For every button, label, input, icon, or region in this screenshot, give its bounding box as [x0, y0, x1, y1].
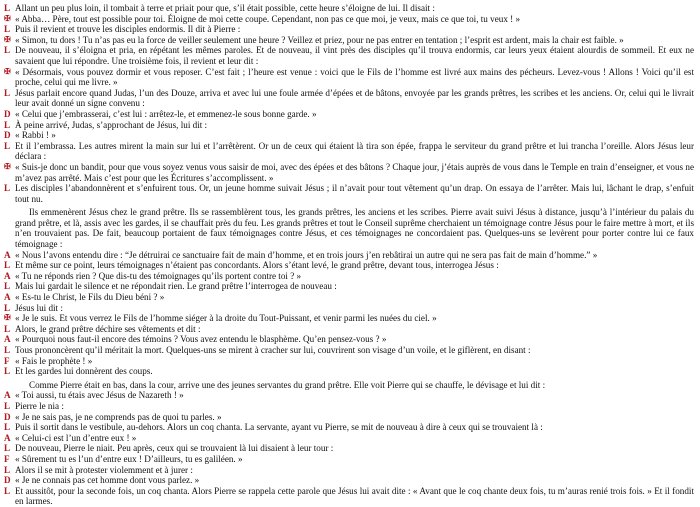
dialogue-text: « Pourquoi nous faut-il encore des témoins ? Vous avez entendu le blasphème. Qu’en pensez-vous ? »	[15, 334, 387, 345]
dialogue-line	[4, 250, 694, 261]
dialogue-line	[4, 486, 694, 507]
dialogue-text: Jésus parlait encore quand Judas, l’un des Douze, arriva et avec lui une foule armée d’épées et de bâtons, envoyée par les grands prêtres, les scribes et les anciens. Or, celui qui le livrait leur avait donné un signe convenu :	[15, 87, 694, 109]
dialogue-line	[4, 292, 694, 303]
speaker-role-label: D	[4, 130, 11, 141]
dialogue-text: Et même sur ce point, leurs témoignages n’étaient pas concordants. Alors s’étant levé, le grand prêtre, devant tous, interrogea Jésus :	[15, 260, 499, 271]
dialogue-text: « Je ne connais pas cet homme dont vous parlez. »	[15, 475, 200, 486]
dialogue-line	[4, 3, 694, 14]
dialogue-line	[4, 162, 694, 183]
dialogue-line	[4, 120, 694, 131]
dialogue-text: « Toi aussi, tu étais avec Jésus de Nazareth ! »	[15, 390, 184, 401]
speaker-role-label: A	[4, 390, 11, 401]
dialogue-line	[4, 412, 694, 423]
dialogue-text: « Es-tu le Christ, le Fils du Dieu béni ? »	[15, 292, 165, 303]
speaker-role-label: L	[4, 443, 11, 454]
dialogue-line	[4, 465, 694, 476]
narrative-paragraph-high-priest: Ils emmenèrent Jésus chez le grand prêtre. Ils se rassemblèrent tous, les grands prêtres, les anciens et les scribes. Pierre avait suivi Jésus à distance, jusqu’à l’intérieur du palais du grand prêtre, et là, assis avec les gardes, il se chauffait près du feu. Les grands prêtres et tout le Conseil suprême cherchaient un témoignage contre Jésus pour le faire mettre à mort, et ils n’en trouvaient pas. De fait, beaucoup portaient de faux témoignages contre Jésus, et ces témoignages ne concordaient pas. Quelques-uns se levèrent pour porter contre lui ce faux témoignage :	[15, 207, 694, 250]
dialogue-text: Et les gardes lui donnèrent des coups.	[15, 366, 153, 377]
dialogue-text: « Rabbi ! »	[15, 130, 56, 141]
dialogue-text: De nouveau, Pierre le niait. Peu après, ceux qui se trouvaient là lui disaient à leur tour :	[15, 443, 334, 454]
dialogue-text: « Nous l’avons entendu dire : “Je détruirai ce sanctuaire fait de main d’homme, et en trois jours j’en rebâtirai un autre qui ne sera pas fait de main d’homme.” »	[15, 249, 598, 260]
dialogue-text: « Simon, tu dors ! Tu n’as pas eu la force de veiller seulement une heure ? Veillez et priez, pour ne pas entrer en tentation ; l’esprit est ardent, mais la chair est faible. »	[15, 34, 624, 45]
speaker-role-label: L	[4, 24, 11, 35]
dialogue-text: « Celui-ci est l’un d’entre eux ! »	[15, 432, 137, 443]
dialogue-text: Alors, le grand prêtre déchire ses vêtements et dit :	[15, 323, 201, 334]
dialogue-line	[4, 443, 694, 454]
speaker-role-label: L	[4, 485, 11, 496]
dialogue-line	[4, 130, 694, 141]
speaker-role-label: L	[4, 302, 11, 313]
dialogue-line	[4, 324, 694, 335]
cross-icon: ✠	[4, 313, 11, 323]
narrative-paragraph-courtyard: Comme Pierre était en bas, dans la cour, arrive une des jeunes servantes du grand prêtre. Elle voit Pierre qui se chauffe, le dévisage et lui dit :	[29, 379, 546, 390]
dialogue-text: Alors il se mit à protester violemment et à jurer :	[15, 464, 193, 475]
cross-icon: ✠	[4, 34, 11, 44]
dialogue-text: Allant un peu plus loin, il tombait à terre et priait pour que, s’il était possible, cette heure s’éloigne de lui. Il disait :	[15, 3, 435, 13]
speaker-role-label: F	[4, 453, 10, 464]
dialogue-line	[4, 433, 694, 444]
dialogue-line	[4, 260, 694, 271]
speaker-role-label: L	[4, 366, 11, 377]
speaker-role-label: L	[4, 119, 11, 130]
speaker-role-label: L	[4, 345, 11, 355]
speaker-role-label: L	[4, 400, 11, 411]
dialogue-line	[4, 24, 694, 35]
speaker-role-label: D	[4, 475, 11, 486]
dialogue-line	[4, 356, 694, 367]
cross-icon: ✠	[4, 66, 11, 76]
dialogue-line	[4, 35, 694, 46]
dialogue-text: Puis il sortit dans le vestibule, au-dehors. Alors un coq chanta. La servante, ayant vu Pierre, se mit de nouveau à dire à ceux qui se trouvaient là :	[15, 422, 543, 433]
dialogue-text: À peine arrivé, Judas, s’approchant de Jésus, lui dit :	[15, 119, 208, 130]
dialogue-text: Puis il revient et trouve les disciples endormis. Il dit à Pierre :	[15, 24, 241, 35]
dialogue-line	[4, 281, 694, 292]
dialogue-section-denial	[4, 390, 694, 507]
speaker-role-label: A	[4, 432, 11, 443]
speaker-role-label: L	[4, 45, 11, 56]
speaker-role-label: F	[4, 355, 10, 366]
speaker-role-label: L	[4, 323, 11, 334]
dialogue-line	[4, 390, 694, 401]
dialogue-line	[4, 334, 694, 345]
dialogue-line	[4, 45, 694, 66]
dialogue-line	[4, 422, 694, 433]
dialogue-text: « Celui que j’embrasserai, c’est lui : arrêtez-le, et emmenez-le sous bonne garde. »	[15, 108, 317, 119]
dialogue-text: « Sûrement tu es l’un d’entre eux ! D’ailleurs, tu es galiléen. »	[15, 453, 243, 464]
dialogue-line	[4, 475, 694, 486]
dialogue-line	[4, 303, 694, 314]
dialogue-line	[4, 109, 694, 120]
dialogue-text: « Suis-je donc un bandit, pour que vous soyez venus vous saisir de moi, avec des épées et des bâtons ? Chaque jour, j’étais auprès de vous dans le Temple en train d’enseigner, et vous ne m’avez pas arrêté. Mais c’est pour que les Écritures s’accomplissent. »	[15, 161, 694, 183]
speaker-role-label: L	[4, 464, 11, 475]
dialogue-line	[4, 67, 694, 88]
speaker-role-label: A	[4, 249, 11, 260]
dialogue-line	[4, 366, 694, 377]
speaker-role-label: L	[4, 260, 11, 271]
dialogue-line	[4, 14, 694, 25]
dialogue-text: Et il l’embrassa. Les autres mirent la main sur lui et l’arrêtèrent. Or un de ceux qui étaient là tira son épée, frappa le serviteur du grand prêtre et lui trancha l’oreille. Alors Jésus leur déclara :	[15, 140, 694, 162]
dialogue-section-gethsemane	[4, 3, 694, 204]
dialogue-text: « Abba… Père, tout est possible pour toi. Éloigne de moi cette coupe. Cependant, non pas ce que moi, je veux, mais ce que toi, tu veux ! »	[15, 13, 521, 24]
speaker-role-label: D	[4, 411, 11, 422]
dialogue-text: Tous prononcèrent qu’il méritait la mort. Quelques-uns se mirent à cracher sur lui, couvrirent son visage d’un voile, et le giflèrent, en disant :	[15, 345, 531, 355]
dialogue-text: Mais lui gardait le silence et ne répondait rien. Le grand prêtre l’interrogea de nouveau :	[15, 281, 337, 292]
cross-icon: ✠	[4, 161, 11, 171]
speaker-role-label: L	[4, 87, 11, 98]
dialogue-text: Jésus lui dit :	[15, 302, 63, 313]
speaker-role-label: L	[4, 140, 11, 151]
dialogue-text: Les disciples l’abandonnèrent et s’enfuirent tous. Or, un jeune homme suivait Jésus ; il n’avait pour tout vêtement qu’un drap. On essaya de l’arrêter. Mais lui, lâchant le drap, s’enfuit tout nu.	[15, 183, 694, 204]
dialogue-text: Et aussitôt, pour la seconde fois, un coq chanta. Alors Pierre se rappela cette parole que Jésus lui avait dite : « Avant que le coq chante deux fois, tu m’auras renié trois fois. » Et il fondit en larmes.	[15, 485, 694, 507]
dialogue-text: « Je le suis. Et vous verrez le Fils de l’homme siéger à la droite du Tout-Puissant, et venir parmi les nuées du ciel. »	[15, 313, 437, 324]
dialogue-line	[4, 88, 694, 109]
speaker-role-label: L	[4, 183, 11, 194]
dialogue-line	[4, 401, 694, 412]
speaker-role-label: L	[4, 281, 11, 292]
dialogue-line	[4, 345, 694, 356]
dialogue-text: « Désormais, vous pouvez dormir et vous reposer. C’est fait ; l’heure est venue : voici que le Fils de l’homme est livré aux mains des pécheurs. Levez-vous ! Allons ! Voici qu’il est proche, celui qui me livre. »	[15, 66, 694, 88]
dialogue-section-trial	[4, 250, 694, 377]
dialogue-line	[4, 271, 694, 282]
speaker-role-label: L	[4, 422, 11, 433]
dialogue-text: Pierre le nia :	[15, 400, 64, 411]
dialogue-line	[4, 313, 694, 324]
speaker-role-label: A	[4, 270, 11, 281]
speaker-role-label: A	[4, 292, 11, 303]
cross-icon: ✠	[4, 13, 11, 23]
speaker-role-label: D	[4, 108, 11, 119]
dialogue-line	[4, 183, 694, 204]
dialogue-text: De nouveau, il s’éloigna et pria, en répétant les mêmes paroles. Et de nouveau, il vint près des disciples qu’il trouva endormis, car leurs yeux étaient alourdis de sommeil. Et eux ne savaient que lui répondre. Une troisième fois, il revient et leur dit :	[15, 45, 694, 66]
dialogue-line	[4, 141, 694, 162]
speaker-role-label: L	[4, 3, 11, 13]
dialogue-line	[4, 454, 694, 465]
speaker-role-label: A	[4, 334, 11, 345]
dialogue-text: « Tu ne réponds rien ? Que dis-tu des témoignages qu’ils portent contre toi ? »	[15, 270, 302, 281]
dialogue-text: « Fais le prophète ! »	[15, 355, 93, 366]
dialogue-text: « Je ne sais pas, je ne comprends pas de quoi tu parles. »	[15, 411, 222, 422]
